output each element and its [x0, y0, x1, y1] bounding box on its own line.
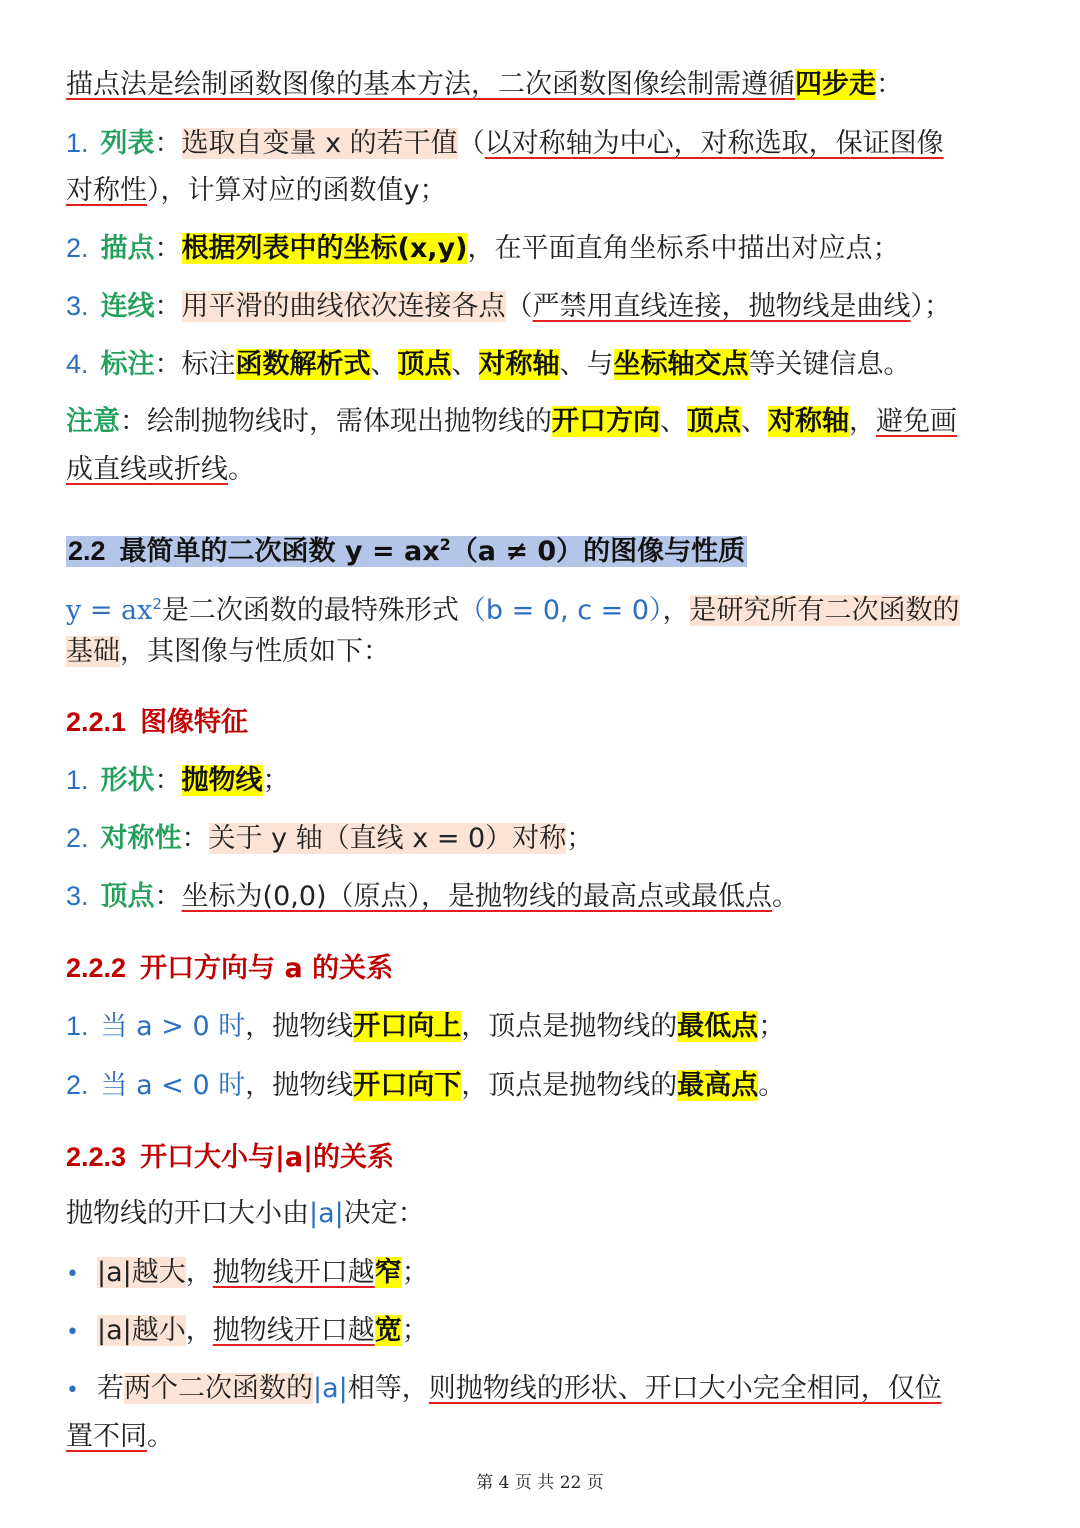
direction-item-2: 2. 当 a < 0 时，抛物线开口向下，顶点是抛物线的最高点。	[66, 1070, 786, 1101]
step-item-3: 3. 连线：用平滑的曲线依次连接各点（严禁用直线连接，抛物线是曲线）；	[66, 291, 952, 322]
size-bullet-2: • |a|越小，抛物线开口越宽；	[66, 1315, 429, 1346]
step-keyword: 连线	[100, 291, 155, 322]
section-intro: $y = ax^2$是二次函数的最特殊形式（b = 0, c = 0），是研究所有二次函数的	[66, 595, 960, 626]
feature-item-2: 2. 对称性：关于 y 轴（直线 x = 0）对称；	[66, 823, 594, 854]
subsection-heading-2-2-1: 2.2.1 图像特征	[66, 707, 249, 738]
section-number: 2.2	[68, 536, 106, 566]
step-item-1: 1. 列表：选取自变量 x 的若干值（以对称轴为中心，对称选取，保证图像	[66, 128, 944, 159]
bullet-icon: •	[66, 1262, 79, 1287]
note-paragraph-continued: 成直线或折线。	[66, 454, 255, 485]
size-bullet-3: • 若两个二次函数的|a|相等，则抛物线的形状、开口大小完全相同，仅位	[66, 1373, 942, 1404]
direction-item-1: 1. 当 a > 0 时，抛物线开口向上，顶点是抛物线的最低点；	[66, 1011, 786, 1042]
subsection-heading-2-2-2: 2.2.2 开口方向与 a 的关系	[66, 953, 394, 984]
intro-highlight: 四步走	[795, 69, 876, 100]
bullet-icon: •	[66, 1378, 79, 1403]
step-keyword: 列表	[100, 128, 155, 159]
subsection-heading-2-2-3: 2.2.3 开口大小与|a|的关系	[66, 1142, 395, 1173]
step-keyword: 标注	[100, 349, 155, 380]
size-bullet-3-continued: 置不同。	[66, 1421, 174, 1452]
step-item-2: 2. 描点：根据列表中的坐标(x,y)，在平面直角坐标系中描出对应点；	[66, 233, 900, 264]
intro-text: 描点法是绘制函数图像的基本方法，二次函数图像绘制需遵循	[66, 69, 795, 100]
page-footer: 第 4 页 共 22 页	[476, 1473, 604, 1493]
step-item-4: 4. 标注：标注函数解析式、顶点、对称轴、与坐标轴交点等关键信息。	[66, 349, 911, 380]
step-item-1-continued: 对称性），计算对应的函数值y；	[66, 175, 447, 206]
feature-item-1: 1. 形状：抛物线；	[66, 765, 290, 796]
size-lead: 抛物线的开口大小由|a|决定：	[66, 1198, 425, 1229]
step-keyword: 描点	[100, 233, 155, 264]
note-paragraph: 注意：绘制抛物线时，需体现出抛物线的开口方向、顶点、对称轴，避免画	[66, 406, 957, 437]
size-bullet-1: • |a|越大，抛物线开口越窄；	[66, 1257, 429, 1288]
feature-item-3: 3. 顶点：坐标为(0,0)（原点），是抛物线的最高点或最低点。	[66, 881, 800, 912]
bullet-icon: •	[66, 1320, 79, 1345]
note-label: 注意	[66, 406, 120, 437]
section-intro-continued: 基础，其图像与性质如下：	[66, 636, 390, 667]
intro-paragraph: 描点法是绘制函数图像的基本方法，二次函数图像绘制需遵循四步走：	[66, 69, 903, 100]
section-heading-2-2: 2.2 最简单的二次函数 $y = ax^2(a \ne 0)$的图像与性质	[68, 535, 746, 567]
